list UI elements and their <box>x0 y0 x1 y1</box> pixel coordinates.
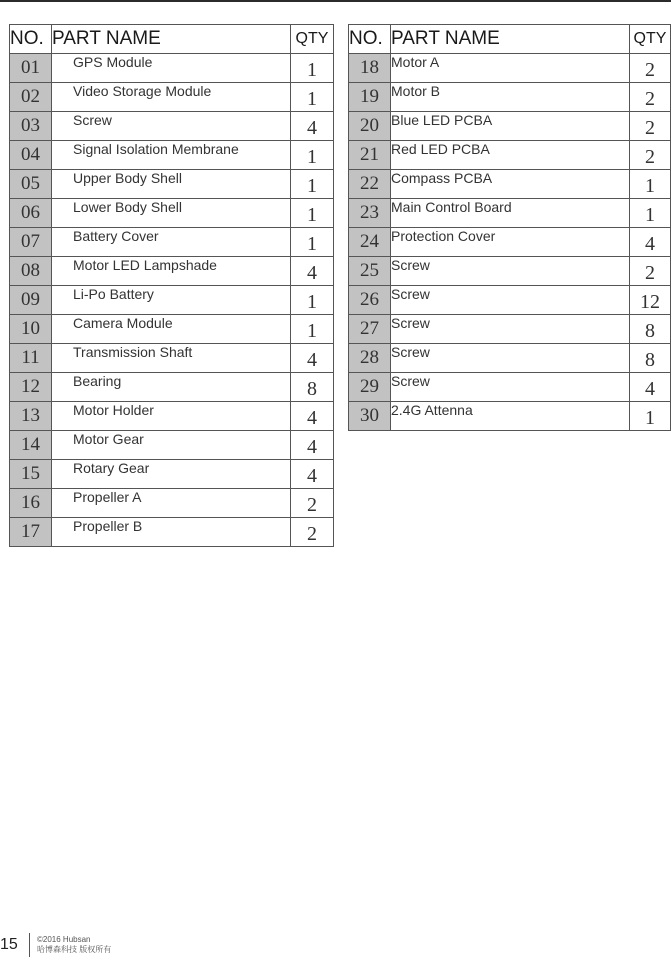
part-name: Compass PCBA <box>391 170 630 199</box>
part-qty: 2 <box>630 257 671 286</box>
part-qty: 12 <box>630 286 671 315</box>
table-row <box>349 344 671 373</box>
table-row <box>349 141 671 170</box>
part-name: Screw <box>52 112 291 141</box>
part-number: 15 <box>10 460 52 489</box>
part-number: 16 <box>10 489 52 518</box>
part-qty: 1 <box>291 54 334 83</box>
header-qty: QTY <box>630 25 671 54</box>
part-name: Battery Cover <box>52 228 291 257</box>
header-no: NO. <box>10 25 52 54</box>
table-row <box>349 315 671 344</box>
part-name: 2.4G Attenna <box>391 402 630 431</box>
part-number: 05 <box>10 170 52 199</box>
table-row <box>349 286 671 315</box>
table-row <box>10 286 334 315</box>
part-qty: 1 <box>291 315 334 344</box>
part-number: 25 <box>349 257 391 286</box>
part-name: Screw <box>391 315 630 344</box>
part-qty: 1 <box>291 286 334 315</box>
part-number: 10 <box>10 315 52 344</box>
table-row <box>10 344 334 373</box>
part-name: Transmission Shaft <box>52 344 291 373</box>
part-name: Red LED PCBA <box>391 141 630 170</box>
table-row <box>349 170 671 199</box>
part-name: Rotary Gear <box>52 460 291 489</box>
part-name: Motor LED Lampshade <box>52 257 291 286</box>
part-number: 23 <box>349 199 391 228</box>
part-name: GPS Module <box>52 54 291 83</box>
part-number: 19 <box>349 83 391 112</box>
part-number: 20 <box>349 112 391 141</box>
part-number: 03 <box>10 112 52 141</box>
part-name: Li-Po Battery <box>52 286 291 315</box>
part-qty: 8 <box>291 373 334 402</box>
table-row <box>10 518 334 547</box>
part-name: Motor B <box>391 83 630 112</box>
part-name: Video Storage Module <box>52 83 291 112</box>
part-number: 07 <box>10 228 52 257</box>
part-qty: 4 <box>291 460 334 489</box>
part-number: 17 <box>10 518 52 547</box>
part-qty: 1 <box>291 228 334 257</box>
table-row <box>10 199 334 228</box>
part-qty: 1 <box>291 83 334 112</box>
part-name: Motor Gear <box>52 431 291 460</box>
table-row <box>10 489 334 518</box>
part-number: 30 <box>349 402 391 431</box>
header-part-name: PART NAME <box>391 25 630 54</box>
part-qty: 4 <box>291 257 334 286</box>
header-part-name: PART NAME <box>52 25 291 54</box>
part-qty: 2 <box>291 489 334 518</box>
part-name: Protection Cover <box>391 228 630 257</box>
part-name: Main Control Board <box>391 199 630 228</box>
part-qty: 1 <box>630 199 671 228</box>
table-row <box>349 112 671 141</box>
table-row <box>349 402 671 431</box>
part-qty: 4 <box>291 431 334 460</box>
part-qty: 8 <box>630 315 671 344</box>
part-qty: 2 <box>630 141 671 170</box>
copyright-text: ©2016 Hubsan <box>37 935 91 944</box>
part-qty: 4 <box>630 228 671 257</box>
part-qty: 1 <box>291 170 334 199</box>
footer-divider <box>29 933 30 957</box>
part-number: 06 <box>10 199 52 228</box>
top-rule <box>0 0 671 2</box>
part-number: 13 <box>10 402 52 431</box>
part-qty: 2 <box>291 518 334 547</box>
table-row <box>10 83 334 112</box>
table-row <box>10 402 334 431</box>
part-number: 09 <box>10 286 52 315</box>
part-qty: 4 <box>291 402 334 431</box>
part-name: Signal Isolation Membrane <box>52 141 291 170</box>
part-name: Screw <box>391 286 630 315</box>
part-name: Bearing <box>52 373 291 402</box>
page-footer <box>0 930 300 959</box>
table-header-row <box>349 25 671 54</box>
table-row <box>10 228 334 257</box>
part-qty: 4 <box>291 112 334 141</box>
part-name: Propeller B <box>52 518 291 547</box>
part-number: 27 <box>349 315 391 344</box>
header-qty: QTY <box>291 25 334 54</box>
table-row <box>349 373 671 402</box>
table-row <box>349 228 671 257</box>
header-no: NO. <box>349 25 391 54</box>
parts-table-right <box>348 24 671 431</box>
table-row <box>349 199 671 228</box>
page-number: 15 <box>0 936 18 953</box>
company-text: 哈博森科技 版权所有 <box>37 945 112 954</box>
table-row <box>349 83 671 112</box>
part-number: 04 <box>10 141 52 170</box>
part-number: 11 <box>10 344 52 373</box>
table-row <box>10 373 334 402</box>
part-name: Screw <box>391 344 630 373</box>
part-qty: 4 <box>291 344 334 373</box>
part-qty: 1 <box>630 402 671 431</box>
part-number: 24 <box>349 228 391 257</box>
part-number: 08 <box>10 257 52 286</box>
part-qty: 4 <box>630 373 671 402</box>
part-number: 21 <box>349 141 391 170</box>
table-row <box>10 315 334 344</box>
part-number: 26 <box>349 286 391 315</box>
part-qty: 1 <box>630 170 671 199</box>
table-row <box>10 431 334 460</box>
part-number: 18 <box>349 54 391 83</box>
part-qty: 2 <box>630 112 671 141</box>
part-name: Upper Body Shell <box>52 170 291 199</box>
part-number: 12 <box>10 373 52 402</box>
table-row <box>10 141 334 170</box>
part-number: 14 <box>10 431 52 460</box>
table-row <box>349 257 671 286</box>
part-number: 28 <box>349 344 391 373</box>
table-row <box>10 170 334 199</box>
part-number: 22 <box>349 170 391 199</box>
part-qty: 1 <box>291 141 334 170</box>
part-name: Camera Module <box>52 315 291 344</box>
part-number: 29 <box>349 373 391 402</box>
part-name: Lower Body Shell <box>52 199 291 228</box>
table-row <box>10 257 334 286</box>
table-header-row <box>10 25 334 54</box>
table-row <box>10 460 334 489</box>
part-name: Screw <box>391 257 630 286</box>
part-name: Motor Holder <box>52 402 291 431</box>
part-qty: 2 <box>630 54 671 83</box>
part-number: 02 <box>10 83 52 112</box>
part-name: Blue LED PCBA <box>391 112 630 141</box>
part-qty: 8 <box>630 344 671 373</box>
table-row <box>10 112 334 141</box>
part-name: Propeller A <box>52 489 291 518</box>
part-qty: 1 <box>291 199 334 228</box>
table-row <box>10 54 334 83</box>
part-name: Motor A <box>391 54 630 83</box>
parts-table-left <box>9 24 334 547</box>
part-name: Screw <box>391 373 630 402</box>
part-qty: 2 <box>630 83 671 112</box>
table-row <box>349 54 671 83</box>
part-number: 01 <box>10 54 52 83</box>
